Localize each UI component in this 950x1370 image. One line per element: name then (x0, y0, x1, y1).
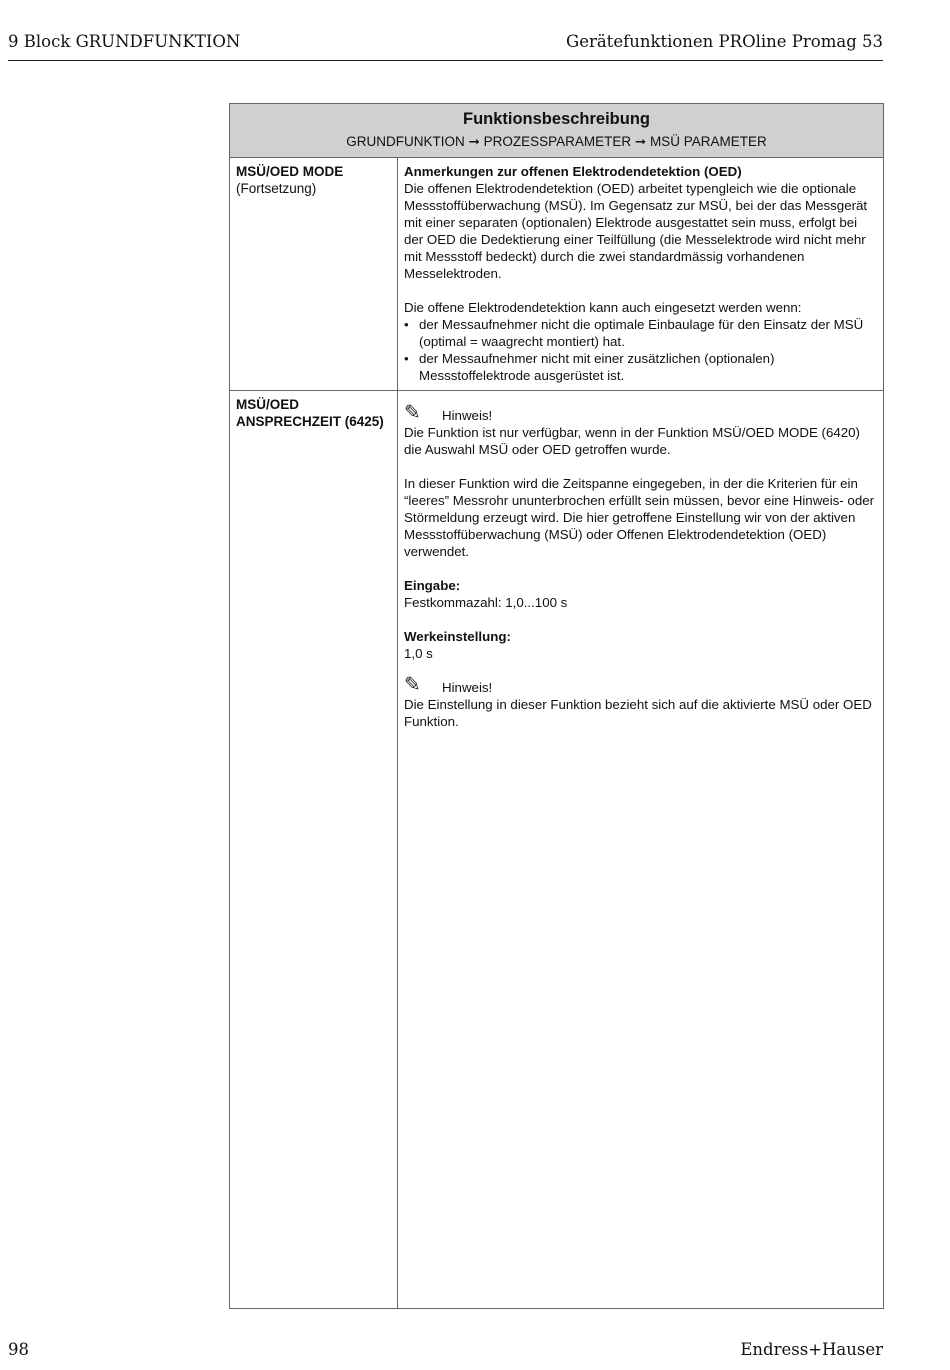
description-paragraph: Die offene Elektrodendetektion kann auch eingesetzt werden wenn: (404, 300, 802, 315)
function-table (229, 103, 884, 1309)
note-text: Die Funktion ist nur verfügbar, wenn in der Funktion MSÜ/OED MODE (6420) die Auswahl MSÜ oder OED getroffen wurde. (404, 425, 860, 457)
function-name: MSÜ/OED ANSPRECHZEIT (6425) (236, 397, 384, 429)
description-paragraph: In dieser Funktion wird die Zeitspanne eingegeben, in der die Kriterien für ein “leeres” Messrohr ununterbrochen erfüllt sein müssen, bevor eine Hinweis- oder Störmeldung erzeugt wird. Die hier getroffene Einstellung wir von der aktiven Messstoffüberwachung (MSÜ) oder Offenen Elektrodendetektion (OED) verwendet. (404, 476, 875, 559)
input-label: Eingabe: (404, 578, 461, 593)
page-footer (8, 1338, 883, 1362)
brand-logo: Endress+Hauser (740, 1340, 883, 1359)
default-value: 1,0 s (404, 646, 433, 661)
pencil-icon: ✎ (404, 402, 421, 424)
function-name-cell (230, 391, 398, 1308)
input-value: Festkommazahl: 1,0...100 s (404, 595, 568, 610)
menu-path: GRUNDFUNKTION ➞ PROZESSPARAMETER ➞ MSÜ PARAMETER (346, 134, 767, 149)
table-row (230, 391, 883, 1308)
function-name-cell (230, 158, 398, 390)
chapter-title: 9 Block GRUNDFUNKTION (8, 32, 241, 51)
default-label: Werkeinstellung: (404, 629, 511, 644)
function-name: MSÜ/OED MODE (236, 164, 344, 179)
note (404, 668, 876, 696)
description-paragraph: Die offenen Elektrodendetektion (OED) arbeitet typengleich wie die optionale Messstoffüberwachung (MSÜ). Im Gegensatz zur MSÜ, bei der das Messgerät mit einer separaten (optionalen) Elektrode ausgestattet sein muss, erfolgt bei der OED die Dedektierung einer Teilfüllung (die Messelektrode wird nicht mehr mit Messstoff bedeckt) durch die zwei standardmässig vorhandenen Messelektroden. (404, 181, 868, 281)
table-header (230, 104, 883, 158)
list-item: • der Messaufnehmer nicht mit einer zusätzlichen (optionalen) Messstoffelektrode ausgerüstet ist. (404, 350, 876, 384)
table-row (230, 158, 883, 391)
note-label: Hinweis! (442, 408, 493, 423)
list-item: • der Messaufnehmer nicht die optimale Einbaulage für den Einsatz der MSÜ (optimal = waagrecht montiert) hat. (404, 316, 876, 350)
section-heading: Anmerkungen zur offenen Elektrodendetektion (OED) (404, 164, 742, 179)
function-description-cell (398, 158, 883, 390)
note-label: Hinweis! (442, 680, 493, 695)
page-number: 98 (8, 1340, 29, 1359)
table-title: Funktionsbeschreibung (462, 110, 650, 128)
note-text: Die Einstellung in dieser Funktion bezieht sich auf die aktivierte MSÜ oder OED Funktion. (404, 697, 872, 729)
pencil-icon: ✎ (404, 674, 421, 696)
note (404, 396, 876, 424)
page-header (8, 30, 883, 61)
document-title: Gerätefunktionen PROline Promag 53 (566, 32, 883, 51)
function-description-cell (398, 391, 883, 1308)
bullet-list (404, 316, 876, 384)
function-continuation: (Fortsetzung) (236, 181, 317, 196)
